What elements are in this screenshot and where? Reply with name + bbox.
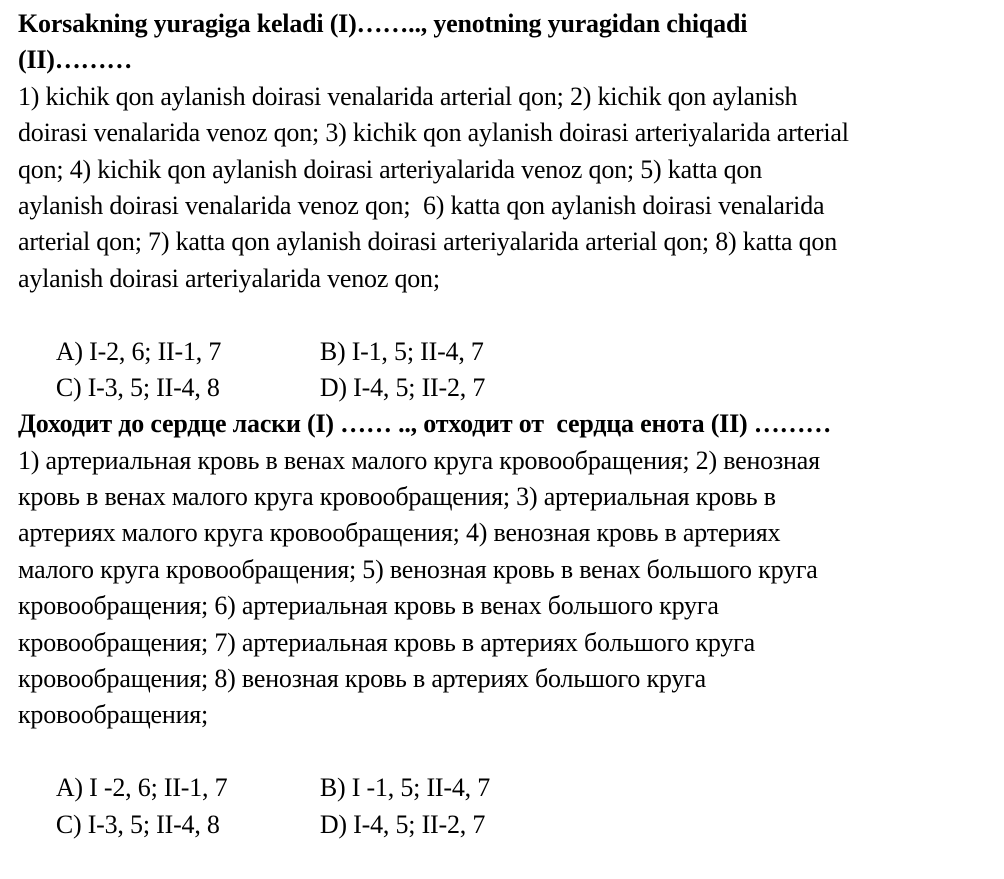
- question-2-body-line-5: кровообращения; 6) артериальная кровь в венах большого круга: [18, 591, 719, 621]
- question-1-title-line-1: Korsakning yuragiga keladi (I)…….., yenotning yuragidan chiqadi: [18, 9, 748, 38]
- question-2-body-line-3: артериях малого круга кровообращения; 4) венозная кровь в артериях: [18, 518, 781, 548]
- question-1-body-line-2: doirasi venalarida venoz qon; 3) kichik qon aylanish doirasi arteriyalarida arterial: [18, 118, 849, 148]
- question-2-body-line-1: 1) артериальная кровь в венах малого круга кровообращения; 2) венозная: [18, 445, 820, 475]
- question-2-options-row-1: [18, 734, 998, 803]
- question-2-option-a: A) I -2, 6; II-1, 7: [55, 773, 228, 803]
- question-1: [18, 6, 998, 402]
- question-2: [18, 406, 998, 839]
- question-1-body-line-3: qon; 4) kichik qon aylanish doirasi arteriyalarida venoz qon; 5) katta qon: [18, 154, 763, 184]
- question-1-option-d: D) I-4, 5; II-2, 7: [319, 372, 486, 402]
- question-2-title-line-1: Доходит до сердце ласки (I) …… .., отходит от сердца енота (II) ………: [18, 409, 832, 439]
- question-1-body-line-1: 1) kichik qon aylanish doirasi venalarida arterial qon; 2) kichik qon aylanish: [18, 81, 798, 111]
- question-2-body-line-2: кровь в венах малого круга кровообращения; 3) артериальная кровь в: [18, 482, 776, 512]
- question-1-title-line-2: (II)………: [18, 45, 133, 75]
- question-1-body-line-6: aylanish doirasi arteriyalarida venoz qon;: [18, 263, 440, 293]
- question-1-body-line-4: aylanish doirasi venalarida venoz qon; 6) katta qon aylanish doirasi venalarida: [18, 190, 825, 220]
- document-page: [18, 6, 998, 839]
- question-2-body-line-7: кровообращения; 8) венозная кровь в артериях большого круга: [18, 664, 706, 694]
- question-1-option-a: A) I-2, 6; II-1, 7: [55, 336, 222, 366]
- question-2-option-c: C) I-3, 5; II-4, 8: [55, 809, 220, 839]
- question-1-option-c: C) I-3, 5; II-4, 8: [55, 372, 220, 402]
- question-2-body-line-8: кровообращения;: [18, 700, 209, 730]
- question-1-options-row-1: [18, 297, 998, 366]
- question-2-body-line-4: малого круга кровообращения; 5) венозная кровь в венах большого круга: [18, 554, 818, 584]
- question-1-option-b: B) I-1, 5; II-4, 7: [319, 336, 484, 366]
- question-1-body-line-5: arterial qon; 7) katta qon aylanish doirasi arteriyalarida arterial qon; 8) katta qon: [18, 227, 838, 257]
- question-2-body-line-6: кровообращения; 7) артериальная кровь в артериях большого круга: [18, 627, 755, 657]
- question-2-option-b: B) I -1, 5; II-4, 7: [319, 773, 491, 803]
- question-2-option-d: D) I-4, 5; II-2, 7: [319, 809, 486, 839]
